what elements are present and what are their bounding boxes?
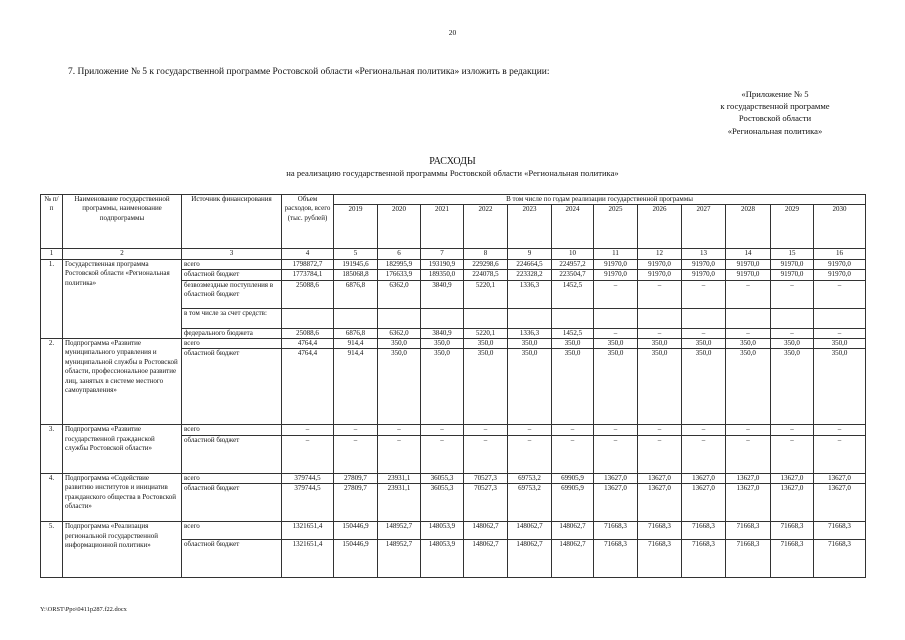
year-value: 148062,7 xyxy=(552,522,594,540)
year-value: 350,0 xyxy=(682,339,726,349)
year-value: 350,0 xyxy=(421,349,464,425)
year-value: 914,4 xyxy=(334,339,378,349)
year-value: 70527,3 xyxy=(464,484,508,522)
total-volume: – xyxy=(282,425,334,435)
row-number: 2. xyxy=(41,339,63,425)
header-year: 2025 xyxy=(594,205,638,249)
year-value xyxy=(638,308,682,328)
year-value xyxy=(771,308,814,328)
row-number: 4. xyxy=(41,473,63,521)
year-value: 191945,6 xyxy=(334,259,378,269)
table-row xyxy=(41,522,866,540)
header-name: Наименование государственной программы, наименование подпрограммы xyxy=(63,195,182,249)
year-value: 350,0 xyxy=(594,349,638,425)
year-value: 914,4 xyxy=(334,349,378,425)
year-value xyxy=(814,308,866,328)
year-value: 148952,7 xyxy=(378,522,421,540)
year-value: – xyxy=(594,435,638,473)
year-value: 350,0 xyxy=(682,349,726,425)
year-value: 91970,0 xyxy=(771,259,814,269)
year-value: 182995,9 xyxy=(378,259,421,269)
header-volume: Объем расходов, всего (тыс. рублей) xyxy=(282,195,334,249)
column-index: 15 xyxy=(771,249,814,259)
year-value: 91970,0 xyxy=(682,270,726,280)
year-value: – xyxy=(378,425,421,435)
year-value: 70527,3 xyxy=(464,473,508,483)
table-body xyxy=(41,249,866,578)
total-volume: 1321651,4 xyxy=(282,522,334,540)
year-value: 350,0 xyxy=(464,349,508,425)
year-value: – xyxy=(594,425,638,435)
year-value: 5220,1 xyxy=(464,328,508,338)
year-value: – xyxy=(682,435,726,473)
year-value: 350,0 xyxy=(508,349,552,425)
year-value: 91970,0 xyxy=(726,259,771,269)
year-value: 176633,9 xyxy=(378,270,421,280)
column-index: 10 xyxy=(552,249,594,259)
header-year: 2023 xyxy=(508,205,552,249)
year-value: 13627,0 xyxy=(638,473,682,483)
year-value: – xyxy=(814,435,866,473)
year-value: 69753,2 xyxy=(508,473,552,483)
page-number: 20 xyxy=(448,28,457,37)
year-value: 1336,3 xyxy=(508,280,552,308)
year-value: – xyxy=(771,425,814,435)
year-value: 91970,0 xyxy=(814,270,866,280)
year-value: 36055,3 xyxy=(421,473,464,483)
funding-source: федерального бюджета xyxy=(182,328,282,338)
year-value: – xyxy=(421,425,464,435)
year-value xyxy=(682,308,726,328)
year-value: – xyxy=(594,280,638,308)
header-year: 2030 xyxy=(814,205,866,249)
year-value: 13627,0 xyxy=(682,473,726,483)
year-value: – xyxy=(594,328,638,338)
year-value: – xyxy=(378,435,421,473)
column-index: 1 xyxy=(41,249,63,259)
header-year: 2019 xyxy=(334,205,378,249)
year-value: 71668,3 xyxy=(594,522,638,540)
column-index: 7 xyxy=(421,249,464,259)
year-value: 71668,3 xyxy=(638,540,682,578)
year-value: – xyxy=(508,425,552,435)
funding-source: областной бюджет xyxy=(182,540,282,578)
year-value: 1452,5 xyxy=(552,280,594,308)
year-value xyxy=(334,308,378,328)
year-value: 224078,5 xyxy=(464,270,508,280)
year-value xyxy=(464,308,508,328)
year-value: – xyxy=(814,280,866,308)
year-value: 350,0 xyxy=(771,339,814,349)
year-value: – xyxy=(771,328,814,338)
year-value: – xyxy=(334,425,378,435)
year-value: 6876,8 xyxy=(334,280,378,308)
column-index: 14 xyxy=(726,249,771,259)
year-value: 13627,0 xyxy=(814,473,866,483)
header-year: 2021 xyxy=(421,205,464,249)
year-value: 350,0 xyxy=(594,339,638,349)
year-value: – xyxy=(552,435,594,473)
year-value: 1336,3 xyxy=(508,328,552,338)
year-value: 223504,7 xyxy=(552,270,594,280)
funding-source: всего xyxy=(182,473,282,483)
row-program-name: Подпрограмма «Содействие развитию институтов и инициатив гражданского общества в Ростовской области» xyxy=(63,473,182,521)
header-year: 2029 xyxy=(771,205,814,249)
year-value: – xyxy=(638,435,682,473)
year-value: 71668,3 xyxy=(726,522,771,540)
year-value: – xyxy=(464,435,508,473)
year-value: 148952,7 xyxy=(378,540,421,578)
year-value: – xyxy=(726,328,771,338)
year-value: 71668,3 xyxy=(726,540,771,578)
year-value: 13627,0 xyxy=(682,484,726,522)
year-value: 350,0 xyxy=(464,339,508,349)
funding-source: в том числе за счет средств: xyxy=(182,308,282,328)
year-value: 150446,9 xyxy=(334,522,378,540)
year-value: 91970,0 xyxy=(682,259,726,269)
annex-heading xyxy=(690,88,860,137)
year-value: 1452,5 xyxy=(552,328,594,338)
total-volume: 1798872,7 xyxy=(282,259,334,269)
column-index: 13 xyxy=(682,249,726,259)
year-value: 148062,7 xyxy=(464,540,508,578)
year-value: 223328,2 xyxy=(508,270,552,280)
column-index: 3 xyxy=(182,249,282,259)
year-value: 148053,9 xyxy=(421,540,464,578)
year-value: 350,0 xyxy=(726,349,771,425)
year-value: – xyxy=(508,435,552,473)
year-value: 350,0 xyxy=(638,339,682,349)
year-value: 3840,9 xyxy=(421,280,464,308)
year-value: 91970,0 xyxy=(771,270,814,280)
year-value: 36055,3 xyxy=(421,484,464,522)
expenses-table xyxy=(40,194,866,578)
year-value: – xyxy=(638,425,682,435)
year-value xyxy=(552,308,594,328)
year-value: 71668,3 xyxy=(682,522,726,540)
column-index: 11 xyxy=(594,249,638,259)
year-value: 71668,3 xyxy=(771,522,814,540)
year-value: 193190,9 xyxy=(421,259,464,269)
annex-line: «Приложение № 5 xyxy=(741,89,809,99)
year-value: 71668,3 xyxy=(638,522,682,540)
total-volume: 379744,5 xyxy=(282,473,334,483)
row-program-name: Подпрограмма «Развитие муниципального управления и муниципальной службы в Ростовской области, профессиональное развитие лиц, занятых в системе местного самоуправления» xyxy=(63,339,182,425)
year-value: – xyxy=(771,280,814,308)
year-value: 6362,0 xyxy=(378,328,421,338)
year-value: 148062,7 xyxy=(464,522,508,540)
year-value: 6362,0 xyxy=(378,280,421,308)
year-value xyxy=(378,308,421,328)
year-value: 6876,8 xyxy=(334,328,378,338)
column-index-row xyxy=(41,249,866,259)
year-value: – xyxy=(726,280,771,308)
funding-source: всего xyxy=(182,339,282,349)
row-program-name: Подпрограмма «Реализация региональной государственной информационной политики» xyxy=(63,522,182,578)
year-value: 350,0 xyxy=(726,339,771,349)
year-value: 71668,3 xyxy=(771,540,814,578)
year-value: – xyxy=(814,328,866,338)
year-value: 69905,9 xyxy=(552,484,594,522)
total-volume: 4764,4 xyxy=(282,339,334,349)
funding-source: всего xyxy=(182,259,282,269)
year-value: – xyxy=(682,328,726,338)
year-value: 350,0 xyxy=(421,339,464,349)
year-value: 91970,0 xyxy=(638,259,682,269)
row-number: 3. xyxy=(41,425,63,473)
year-value xyxy=(421,308,464,328)
year-value: – xyxy=(464,425,508,435)
year-value: 148053,9 xyxy=(421,522,464,540)
year-value: 13627,0 xyxy=(594,484,638,522)
year-value: – xyxy=(638,280,682,308)
year-value: 229298,6 xyxy=(464,259,508,269)
file-path: Y:\ORST\Ppo\0411p287.f22.docx xyxy=(40,606,127,613)
column-index: 8 xyxy=(464,249,508,259)
total-volume: 4764,4 xyxy=(282,349,334,425)
year-value: 350,0 xyxy=(552,349,594,425)
document-subtitle: на реализацию государственной программы Ростовской области «Региональная политика» xyxy=(286,168,619,178)
column-index: 2 xyxy=(63,249,182,259)
year-value: – xyxy=(814,425,866,435)
column-index: 16 xyxy=(814,249,866,259)
total-volume: 1321651,4 xyxy=(282,540,334,578)
year-value: 3840,9 xyxy=(421,328,464,338)
year-value: 91970,0 xyxy=(594,270,638,280)
year-value xyxy=(594,308,638,328)
year-value: – xyxy=(552,425,594,435)
table-row xyxy=(41,425,866,435)
total-volume: 1773784,1 xyxy=(282,270,334,280)
header-years-group: В том числе по годам реализации государственной программы xyxy=(334,195,866,205)
year-value: 71668,3 xyxy=(814,522,866,540)
year-value: 13627,0 xyxy=(771,473,814,483)
funding-source: областной бюджет xyxy=(182,270,282,280)
year-value: 350,0 xyxy=(814,339,866,349)
annex-line: «Региональная политика» xyxy=(727,125,823,136)
row-number: 1. xyxy=(41,259,63,338)
year-value: 91970,0 xyxy=(594,259,638,269)
year-value: 350,0 xyxy=(552,339,594,349)
column-index: 6 xyxy=(378,249,421,259)
year-value: 27809,7 xyxy=(334,473,378,483)
year-value: 23931,1 xyxy=(378,473,421,483)
year-value: – xyxy=(682,280,726,308)
year-value: 148062,7 xyxy=(552,540,594,578)
table-row xyxy=(41,473,866,483)
year-value: – xyxy=(638,328,682,338)
year-value: 13627,0 xyxy=(771,484,814,522)
table-row xyxy=(41,339,866,349)
year-value: 69753,2 xyxy=(508,484,552,522)
year-value: 350,0 xyxy=(378,349,421,425)
year-value: 350,0 xyxy=(771,349,814,425)
year-value: – xyxy=(726,425,771,435)
year-value: 27809,7 xyxy=(334,484,378,522)
header-year: 2024 xyxy=(552,205,594,249)
column-index: 9 xyxy=(508,249,552,259)
year-value: 71668,3 xyxy=(682,540,726,578)
document-title: РАСХОДЫ xyxy=(429,156,476,167)
header-source: Источник финансирования xyxy=(182,195,282,249)
column-index: 12 xyxy=(638,249,682,259)
header-year: 2028 xyxy=(726,205,771,249)
year-value: 350,0 xyxy=(814,349,866,425)
row-number: 5. xyxy=(41,522,63,578)
year-value: 23931,1 xyxy=(378,484,421,522)
year-value: 13627,0 xyxy=(726,484,771,522)
year-value: 350,0 xyxy=(638,349,682,425)
year-value: – xyxy=(421,435,464,473)
year-value: 91970,0 xyxy=(726,270,771,280)
header-num: № п/п xyxy=(41,195,63,249)
year-value: 150446,9 xyxy=(334,540,378,578)
year-value xyxy=(508,308,552,328)
total-volume: 25088,6 xyxy=(282,280,334,308)
column-index: 5 xyxy=(334,249,378,259)
year-value: – xyxy=(726,435,771,473)
year-value: – xyxy=(334,435,378,473)
header-year: 2026 xyxy=(638,205,682,249)
funding-source: безвозмездные поступления в областной бюджет xyxy=(182,280,282,308)
funding-source: областной бюджет xyxy=(182,484,282,522)
table-row xyxy=(41,259,866,269)
year-value: 13627,0 xyxy=(594,473,638,483)
year-value: 5220,1 xyxy=(464,280,508,308)
year-value: 350,0 xyxy=(378,339,421,349)
row-program-name: Подпрограмма «Развитие государственной гражданской службы Ростовской области» xyxy=(63,425,182,473)
year-value: 148062,7 xyxy=(508,522,552,540)
total-volume xyxy=(282,308,334,328)
year-value xyxy=(726,308,771,328)
table-header xyxy=(41,195,866,249)
year-value: 185068,8 xyxy=(334,270,378,280)
row-program-name: Государственная программа Ростовской области «Региональная политика» xyxy=(63,259,182,338)
year-value: 189350,0 xyxy=(421,270,464,280)
total-volume: 25088,6 xyxy=(282,328,334,338)
year-value: 91970,0 xyxy=(814,259,866,269)
year-value: 71668,3 xyxy=(594,540,638,578)
total-volume: 379744,5 xyxy=(282,484,334,522)
annex-line: к государственной программе xyxy=(720,101,830,112)
header-year: 2027 xyxy=(682,205,726,249)
header-year: 2022 xyxy=(464,205,508,249)
year-value: – xyxy=(682,425,726,435)
column-index: 4 xyxy=(282,249,334,259)
year-value: 224957,2 xyxy=(552,259,594,269)
year-value: 13627,0 xyxy=(638,484,682,522)
intro-text: 7. Приложение № 5 к государственной программе Ростовской области «Региональная политика» изложить в редакции: xyxy=(68,67,550,77)
year-value: 13627,0 xyxy=(726,473,771,483)
year-value: 69905,9 xyxy=(552,473,594,483)
year-value: 91970,0 xyxy=(638,270,682,280)
year-value: – xyxy=(771,435,814,473)
funding-source: всего xyxy=(182,425,282,435)
year-value: 71668,3 xyxy=(814,540,866,578)
year-value: 224664,5 xyxy=(508,259,552,269)
year-value: 13627,0 xyxy=(814,484,866,522)
funding-source: всего xyxy=(182,522,282,540)
funding-source: областной бюджет xyxy=(182,435,282,473)
annex-line: Ростовской области xyxy=(738,113,812,124)
total-volume: – xyxy=(282,435,334,473)
header-year: 2020 xyxy=(378,205,421,249)
year-value: 350,0 xyxy=(508,339,552,349)
funding-source: областной бюджет xyxy=(182,349,282,425)
year-value: 148062,7 xyxy=(508,540,552,578)
